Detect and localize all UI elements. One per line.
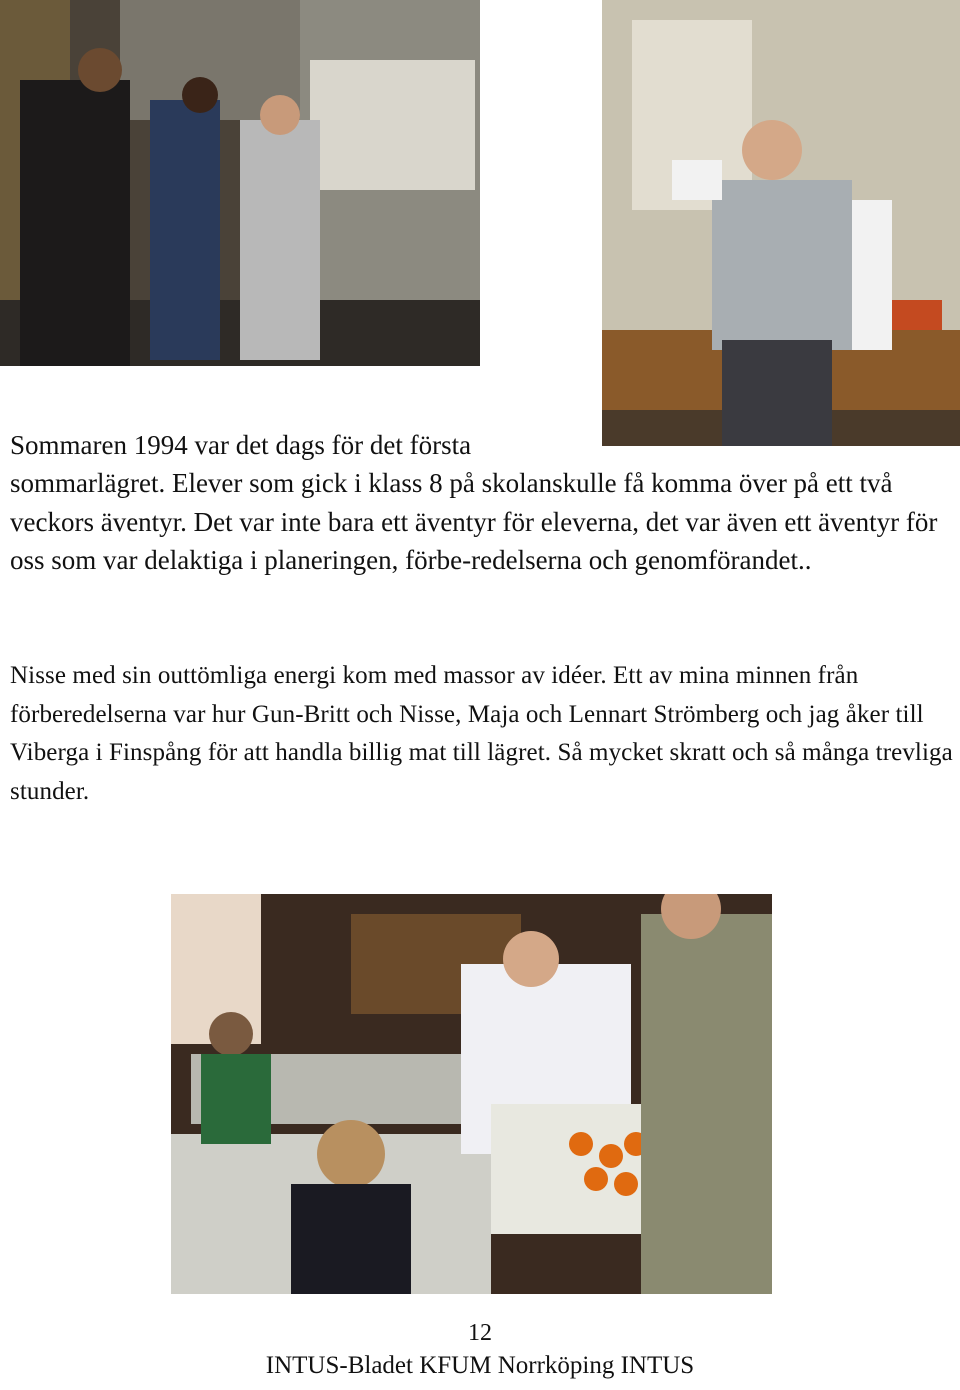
paragraph-1-first-line: Sommaren 1994 var det dags för det första bbox=[10, 430, 472, 460]
page-number: 12 bbox=[468, 1320, 492, 1346]
photo-hallway bbox=[0, 0, 480, 366]
paragraph-1-body: sommarlägret. Elever som gick i klass 8 på skolanskulle få komma över på ett två veckors äventyr. Det var inte bara ett äventyr för eleverna, det var även ett äventyr för oss som var delaktiga i planeringen, förbe-redelserna och genomförandet.. bbox=[10, 468, 938, 575]
photo-classroom-image bbox=[602, 0, 960, 446]
paragraph-2: Nisse med sin outtömliga energi kom med massor av idéer. Ett av mina minnen från förberedelserna var hur Gun-Britt och Nisse, Maja och Lennart Strömberg och jag åker till Viberga i Finspång för att handla billig mat till lägret. Så mycket skratt och så många trevliga stunder. bbox=[10, 662, 953, 805]
photo-hallway-image bbox=[0, 0, 480, 366]
photo-camp-oranges bbox=[171, 894, 772, 1294]
photo-classroom bbox=[602, 0, 960, 446]
publication-footer: INTUS-Bladet KFUM Norrköping INTUS bbox=[265, 1352, 695, 1379]
photo-camp-image bbox=[171, 894, 772, 1294]
